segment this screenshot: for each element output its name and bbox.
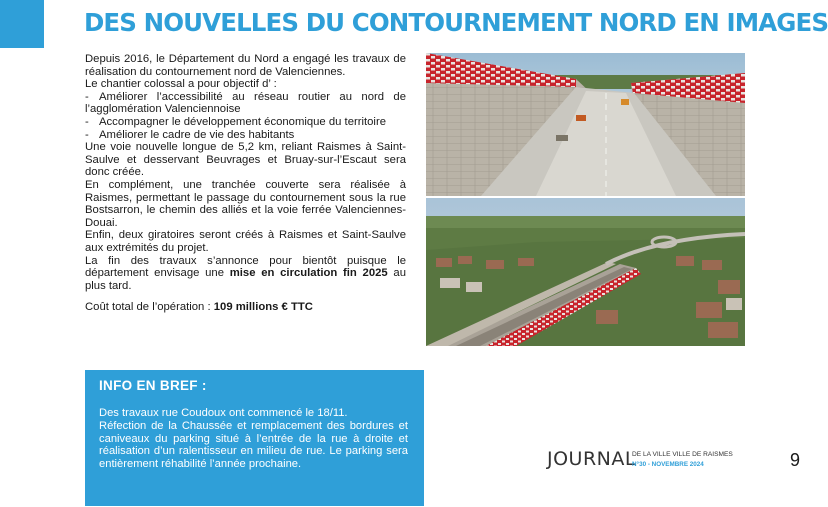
completion-paragraph <box>85 255 406 293</box>
info-box-title: INFO EN BREF : <box>99 378 207 393</box>
bullet-text: Améliorer l’accessibilité au réseau routier au nord de l’agglomération Valenciennoise <box>85 90 406 116</box>
road-paragraph: Une voie nouvelle longue de 5,2 km, reliant Raismes à Saint-Saulve et desservant Beuvrages et Bruay-sur-l’Escaut sera donc créée. <box>85 141 406 179</box>
completion-date: mise en circulation fin 2025 <box>229 267 388 280</box>
journal-publisher: DE LA VILLE VILLE DE RAISMES <box>632 451 733 458</box>
cost-line <box>85 301 406 314</box>
bullet-text: Accompagner le développement économique du territoire <box>99 115 386 128</box>
info-box-line: Des travaux rue Coudoux ont commencé le 18/11. <box>99 407 348 419</box>
info-box-line: Réfection de la Chaussée et remplacement des bordures et caniveaux du parking situé à l’entrée de la rue à droite et réalisation d’un ralentisseur en milieu de rue. Le parking sera entièrement réhabilité l’année prochaine. <box>99 419 408 471</box>
info-box-text <box>99 407 408 471</box>
tunnel-paragraph: En complément, une tranchée couverte sera réalisée à Raismes, permettant le passage du contournement sous la rue Bostsarron, le chemin des alliés et la voie ferrée Valenciennes-Douai. <box>85 178 406 229</box>
cost-label: Coût total de l’opération : <box>85 301 214 314</box>
bullet-marker: - <box>85 128 89 141</box>
article-body <box>85 53 406 314</box>
aerial-photo-graphic <box>426 198 745 346</box>
completion-text-start: La fin des travaux s’annonce pour bientôt puisque le département envisage une <box>85 254 406 280</box>
journal-wordmark: JOURNAL <box>547 448 636 470</box>
bullet-marker: - <box>85 90 89 103</box>
bullet-item <box>85 116 406 129</box>
bullet-item <box>85 91 406 116</box>
objectives-intro: Le chantier colossal a pour objectif d’ : <box>85 78 277 91</box>
journal-issue: N°30 - NOVEMBRE 2024 <box>632 461 704 468</box>
bullet-item <box>85 129 406 142</box>
cost-value: 109 millions € TTC <box>213 301 313 314</box>
roundabouts-paragraph: Enfin, deux giratoires seront créés à Raismes et Saint-Saulve aux extrémités du projet. <box>85 229 406 254</box>
intro-paragraph: Depuis 2016, le Département du Nord a engagé les travaux de réalisation du contournement nord de Valenciennes. <box>85 53 406 78</box>
bullet-marker: - <box>85 115 89 128</box>
bullet-text: Améliorer le cadre de vie des habitants <box>99 128 295 141</box>
trench-photo-graphic <box>426 53 745 196</box>
corner-accent-block <box>0 0 44 48</box>
page-number: 9 <box>790 450 801 470</box>
page-title: DES NOUVELLES DU CONTOURNEMENT NORD EN IMAGES <box>84 8 828 37</box>
aerial-photo <box>426 198 745 346</box>
completion-text-end: au plus tard. <box>85 267 406 292</box>
info-box <box>85 370 424 506</box>
trench-photo <box>426 53 745 196</box>
